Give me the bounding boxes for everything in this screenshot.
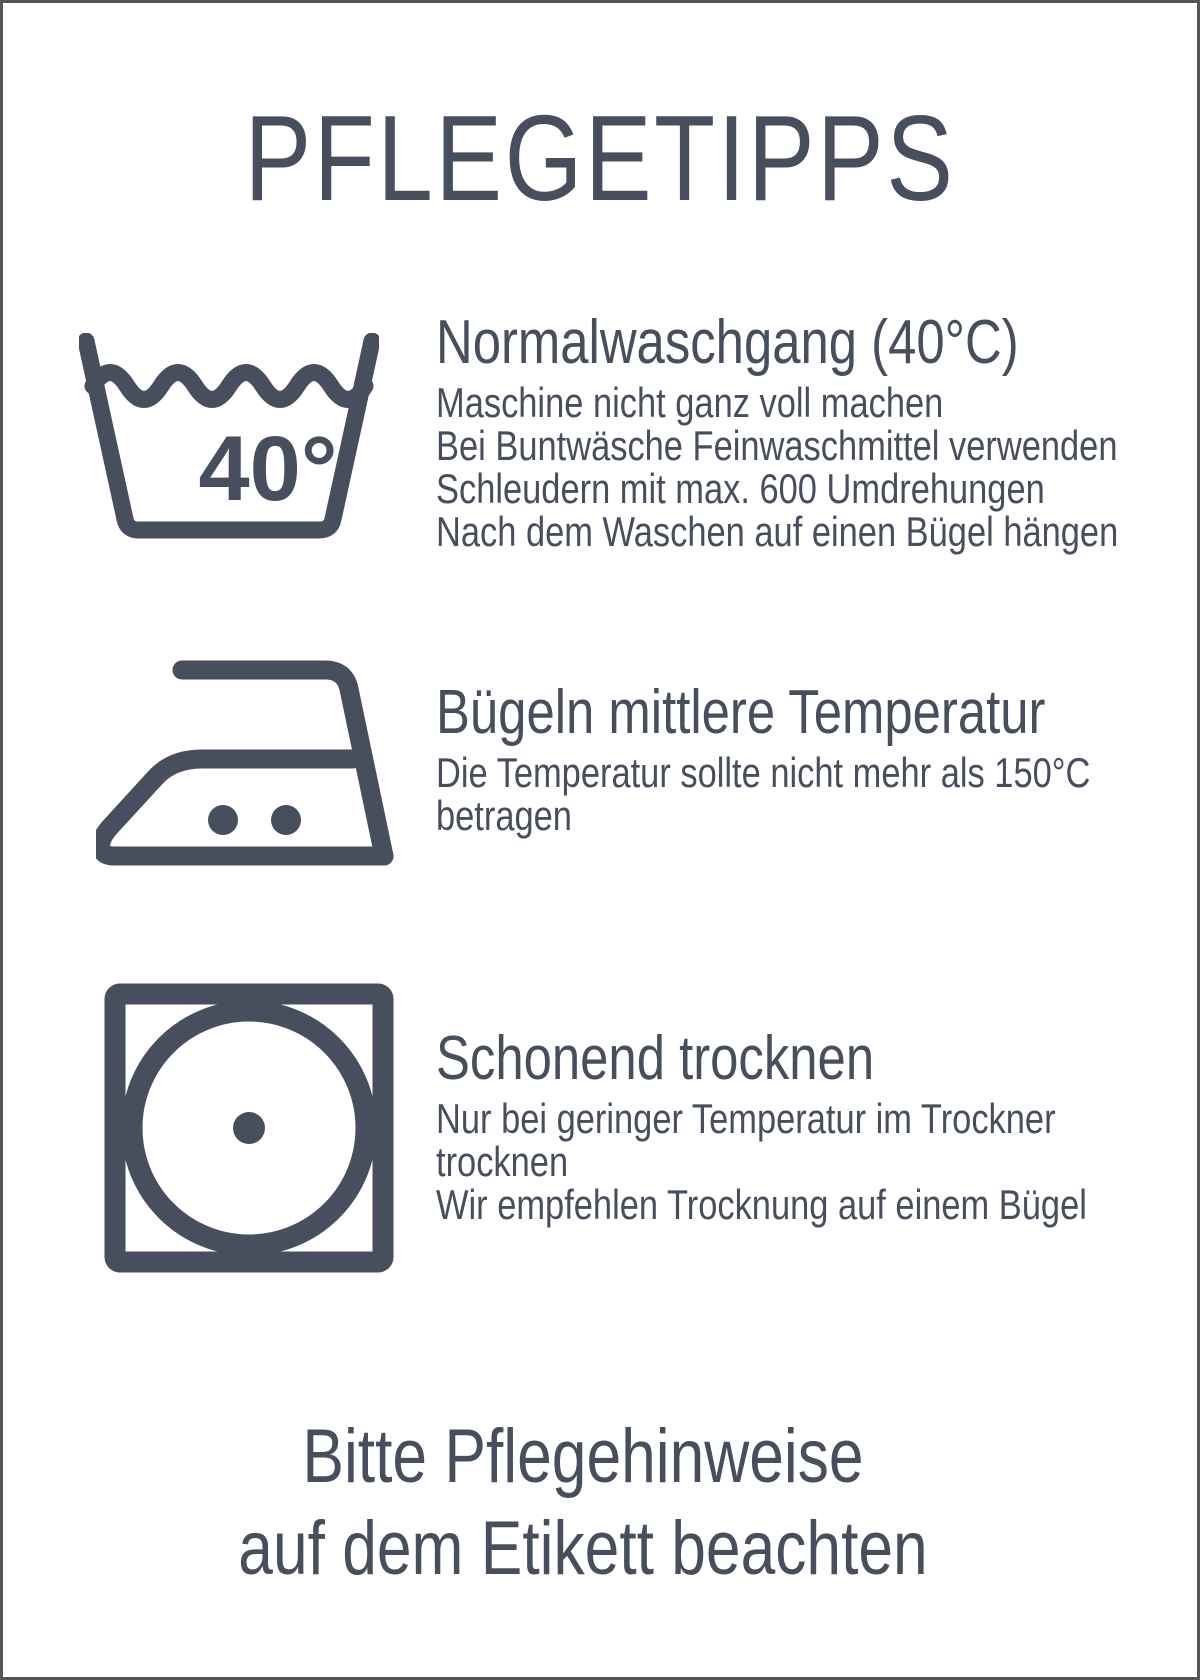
detail-line: Nur bei geringer Temperatur im Trockner bbox=[436, 1095, 1056, 1142]
section-iron-heading: Bügeln mittlere Temperatur bbox=[436, 678, 1046, 747]
wash-basin-40-icon bbox=[79, 333, 379, 545]
dryer-dot bbox=[233, 1112, 265, 1144]
detail-line: Die Temperatur sollte nicht mehr als 150°C bbox=[436, 749, 1091, 796]
section-wash-text bbox=[436, 309, 1118, 553]
detail-line: betragen bbox=[436, 792, 572, 839]
page-title: PFLEGETIPPS bbox=[244, 90, 956, 226]
section-wash-heading: Normalwaschgang (40°C) bbox=[436, 308, 1019, 377]
section-dry-text bbox=[436, 1025, 1087, 1226]
detail-line: trocknen bbox=[436, 1138, 569, 1185]
iron-two-dots-icon bbox=[96, 656, 394, 868]
detail-line: Wir empfehlen Trocknung auf einem Bügel bbox=[436, 1181, 1087, 1228]
iron-dot bbox=[208, 805, 238, 835]
iron-dot bbox=[271, 805, 301, 835]
footer-notice bbox=[107, 1411, 1058, 1595]
detail-line: Maschine nicht ganz voll machen bbox=[436, 379, 944, 426]
detail-line: Schleudern mit max. 600 Umdrehungen bbox=[436, 465, 1045, 512]
section-dry-heading: Schonend trocknen bbox=[436, 1024, 875, 1093]
detail-line: Nach dem Waschen auf einen Bügel hängen bbox=[436, 508, 1119, 555]
detail-line: Bei Buntwäsche Feinwaschmittel verwenden bbox=[436, 422, 1118, 469]
tumble-dry-one-dot-icon bbox=[103, 982, 395, 1274]
footer-line: Bitte Pflegehinweise bbox=[302, 1414, 864, 1499]
wash-temperature-label: 40° bbox=[198, 418, 338, 520]
section-iron-text bbox=[436, 679, 1090, 837]
footer-line: auf dem Etikett beachten bbox=[238, 1506, 928, 1591]
